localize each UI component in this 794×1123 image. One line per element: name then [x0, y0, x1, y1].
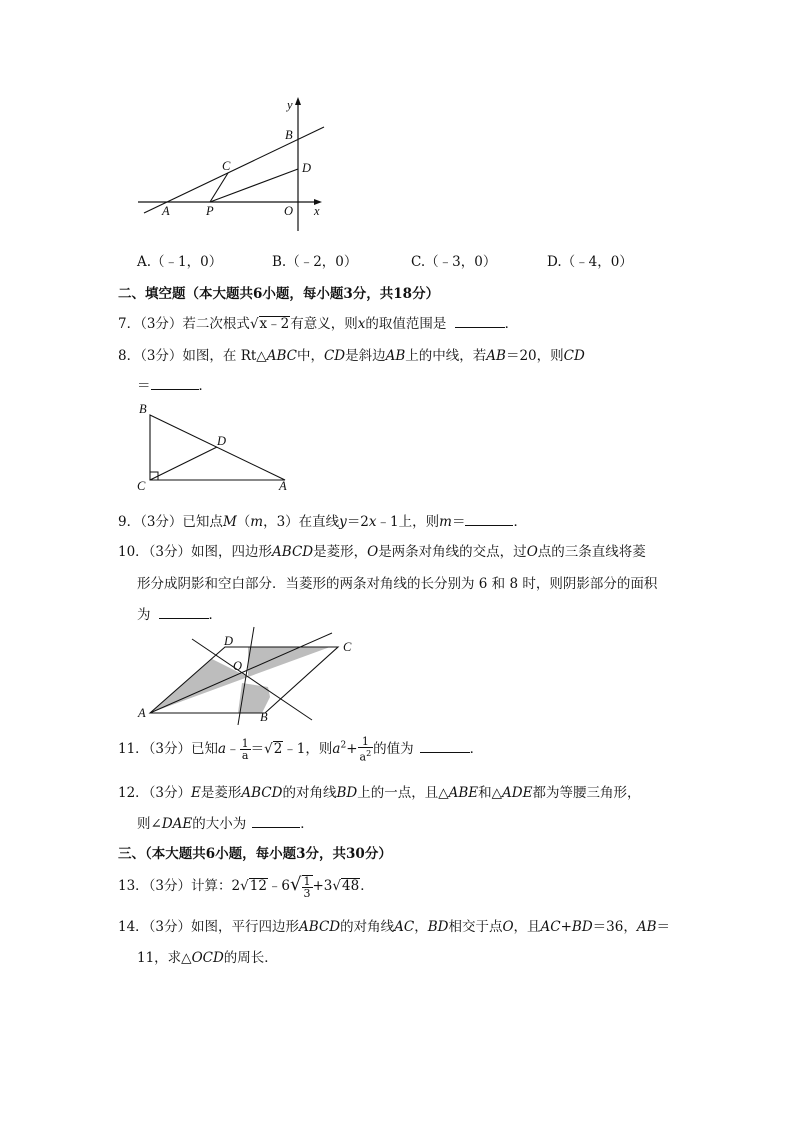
radical-sign: √ [240, 878, 249, 894]
question-12: 12．（3分）E是菱形ABCD的对角线BD上的一点，且△ABE和△ADE都为等腰三角形， [118, 785, 641, 801]
question-10-line3: 为 ． [137, 607, 222, 623]
label-a: A [162, 204, 170, 218]
radical-sign: √ [264, 740, 273, 757]
question-10-line2: 形分成阴影和空白部分．当菱形的两条对角线的长分别为 6 和 8 时，则阴影部分的面积 [137, 576, 658, 592]
section-2-heading: 二、填空题（本大题共6小题，每小题3分，共18分） [118, 286, 440, 302]
label-a: A [279, 479, 287, 493]
question-11: 11．（3分）已知a﹣ $\frac{1}{a}$ ＝√2﹣1，则$a^2+$ $\frac{1}{a^2}$ 的值为 ． [118, 735, 484, 764]
label-p: P [206, 204, 214, 218]
y-axis-arrow [295, 97, 301, 105]
question-8: 8．（3分）如图，在 Rt△ABC中，CD是斜边AB上的中线，若AB＝20，则CD [118, 348, 585, 364]
option-d: D.（﹣4，0） [547, 254, 633, 270]
answer-blank [420, 740, 470, 753]
fraction: $\frac{1}{a}$ [241, 736, 249, 762]
fraction: $\frac{1}{3}$ [303, 874, 311, 900]
question-14: 14．（3分）如图，平行四边形ABCD的对角线AC，BD相交于点O，且AC+BD＝36，AB＝ [118, 919, 671, 935]
section-3-heading: 三、（本大题共6小题，每小题3分，共30分） [118, 846, 392, 862]
label-a: A [138, 706, 146, 720]
q7-text: 7．（3分）若二次根式 [118, 316, 250, 332]
label-d: D [302, 161, 312, 175]
option-b: B.（﹣2，0） [272, 254, 358, 270]
answer-blank [455, 315, 505, 328]
radical-sign: √ [290, 874, 302, 895]
question-9: 9．（3分）已知点M（m，3）在直线y＝2x﹣1上，则m＝ ． [118, 514, 527, 530]
line-pd [210, 169, 298, 202]
q7-radicand: x﹣2 [259, 316, 290, 332]
label-b: B [285, 128, 293, 142]
label-b: B [139, 402, 147, 416]
label-c: C [137, 479, 146, 493]
option-a: A.（﹣1，0） [137, 254, 223, 270]
answer-blank [151, 377, 199, 390]
label-y: y [287, 98, 293, 112]
label-c: C [343, 640, 352, 654]
answer-blank [252, 815, 300, 828]
answer-blank [465, 513, 513, 526]
question-7: 7．（3分）若二次根式√x﹣2有意义，则x的取值范围是 ． [118, 316, 519, 332]
label-d: D [217, 434, 227, 448]
question-13: 13．（3分）计算：2√12﹣6√ $\frac{1}{3}$ +3√48． [118, 874, 374, 900]
radical-sign: √ [249, 316, 259, 332]
fraction: $\frac{1}{a^2}$ [359, 735, 372, 764]
label-o: O [233, 659, 243, 673]
answer-blank [159, 606, 209, 619]
figure-right-triangle [135, 400, 295, 495]
radical-sign: √ [332, 878, 342, 894]
question-12-line2: 则∠DAE的大小为 ． [137, 816, 314, 832]
median-cd [150, 447, 217, 480]
label-x: x [314, 204, 320, 218]
label-o: O [284, 204, 294, 218]
figure-rhombus [130, 625, 370, 725]
line-ab [144, 127, 324, 213]
question-14-line2: 11，求△OCD的周长． [137, 950, 278, 966]
label-b: B [260, 710, 268, 724]
figure-coordinate-lines [130, 95, 340, 235]
question-8-line2: ＝ ． [137, 378, 212, 394]
question-10: 10．（3分）如图，四边形ABCD是菱形，O是两条对角线的交点，过O点的三条直线将菱 [118, 544, 646, 560]
label-d: D [224, 634, 234, 648]
label-c: C [222, 159, 231, 173]
option-c: C.（﹣3，0） [411, 254, 497, 270]
